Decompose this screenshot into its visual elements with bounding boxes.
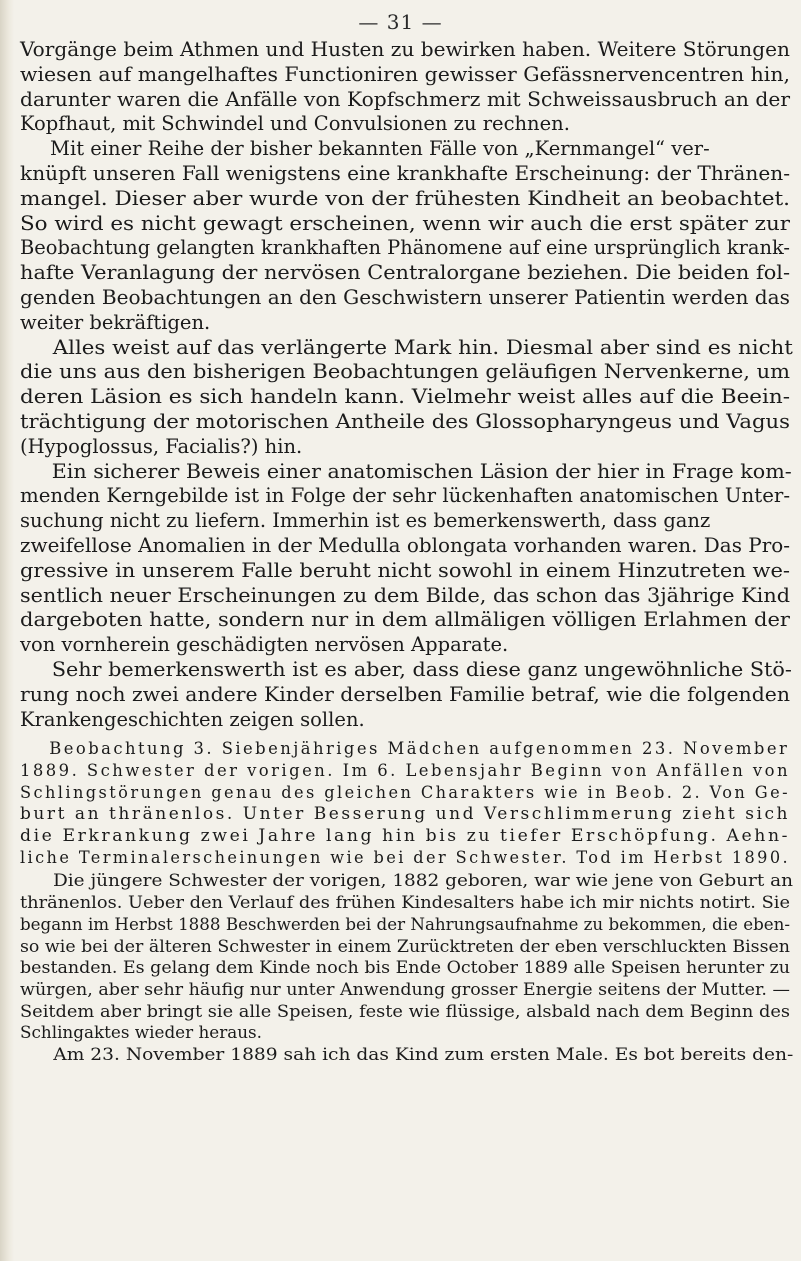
page-text	[20, 38, 794, 1066]
text-line: deren Läsion es sich handeln kann. Vielmehr weist alles auf die Beein-	[20, 385, 791, 409]
text-line: würgen, aber sehr häufig nur unter Anwendung grosser Energie seitens der Mutter. —	[20, 978, 790, 999]
text-line: burt an thränenlos. Unter Besserung und Verschlimmerung zieht sich	[20, 803, 791, 824]
text-line: Ein sicherer Beweis einer anatomischen Läsion der hier in Frage kom-	[51, 459, 792, 483]
text-line: thränenlos. Ueber den Verlauf des frühen Kindesalters habe ich mir nichts notirt. Sie	[20, 892, 791, 913]
text-line: genden Beobachtungen an den Geschwistern unserer Patientin werden das	[20, 285, 790, 309]
text-line: Beobachtung gelangten krankhaften Phänomene auf eine ursprünglich krank-	[20, 236, 791, 260]
text-line: sentlich neuer Erscheinungen zu dem Bilde, das schon das 3jährige Kind	[20, 583, 791, 607]
text-line: mangel. Dieser aber wurde von der frühesten Kindheit an beobachtet.	[20, 186, 791, 210]
text-line: Krankengeschichten zeigen sollen.	[20, 707, 365, 731]
text-line: bestanden. Es gelang dem Kinde noch bis Ende October 1889 alle Speisen herunter zu	[20, 957, 791, 978]
text-line: Alles weist auf das verlängerte Mark hin. Diesmal aber sind es nicht	[52, 335, 793, 359]
text-line: Schlingstörungen genau des gleichen Charakters wie in Beob. 2. Von Ge-	[20, 781, 790, 802]
case-history	[20, 870, 794, 1065]
text-line: Seitdem aber bringt sie alle Speisen, feste wie flüssige, alsbald nach dem Beginn des	[20, 1000, 790, 1021]
text-line: zweifellose Anomalien in der Medulla oblongata vorhanden waren. Das Pro-	[20, 533, 790, 557]
text-line: Schlingaktes wieder heraus.	[20, 1022, 262, 1043]
text-line: Beobachtung 3. Siebenjähriges Mädchen aufgenommen 23. November	[49, 738, 790, 759]
scan-gutter-shadow	[0, 0, 14, 1261]
text-line: Vorgänge beim Athmen und Husten zu bewirken haben. Weitere Störungen	[20, 38, 790, 61]
text-line: Kopfhaut, mit Schwindel und Convulsionen zu rechnen.	[20, 112, 570, 136]
text-line: gressive in unserem Falle beruht nicht sowohl in einem Hinzutreten we-	[20, 558, 791, 582]
page-number: — 31 —	[358, 10, 443, 34]
text-line: die Erkrankung zwei Jahre lang hin bis zu tiefer Erschöpfung. Aehn-	[20, 825, 791, 846]
text-line: knüpft unseren Fall wenigstens eine krankhafte Erscheinung: der Thränen-	[20, 161, 791, 185]
text-line: dargeboten hatte, sondern nur in dem allmäligen völligen Erlahmen der	[20, 608, 790, 632]
text-line: menden Kerngebilde ist in Folge der sehr lückenhaften anatomischen Unter-	[20, 484, 790, 508]
text-line: darunter waren die Anfälle von Kopfschmerz mit Schweissausbruch an der	[20, 87, 791, 111]
text-line: wiesen auf mangelhaftes Functioniren gewisser Gefässnervencentren hin,	[20, 62, 790, 86]
text-line: So wird es nicht gewagt erscheinen, wenn wir auch die erst später zur	[20, 211, 791, 235]
text-line: begann im Herbst 1888 Beschwerden bei der Nahrungsaufnahme zu bekommen, die eben-	[20, 913, 791, 934]
text-line: liche Terminalerscheinungen wie bei der Schwester. Tod im Herbst 1890.	[20, 846, 791, 867]
main-text	[20, 38, 793, 732]
text-line: rung noch zwei andere Kinder derselben Familie betraf, wie die folgenden	[20, 682, 790, 706]
text-line: suchung nicht zu liefern. Immerhin ist es bemerkenswerth, dass ganz	[20, 509, 711, 533]
text-line: (Hypoglossus, Facialis?) hin.	[20, 434, 303, 458]
text-line: 1889. Schwester der vorigen. Im 6. Lebensjahr Beginn von Anfällen von	[20, 760, 790, 780]
text-line: Sehr bemerkenswerth ist es aber, dass diese ganz ungewöhnliche Stö-	[51, 657, 792, 681]
text-line: weiter bekräftigen.	[20, 310, 211, 334]
text-line: trächtigung der motorischen Antheile des Glossopharyngeus und Vagus	[20, 409, 790, 433]
text-line: Am 23. November 1889 sah ich das Kind zum ersten Male. Es bot bereits den-	[53, 1043, 794, 1064]
text-line: von vornherein geschädigten nervösen Apparate.	[20, 633, 509, 657]
text-line: hafte Veranlagung der nervösen Centralorgane beziehen. Die beiden fol-	[20, 261, 791, 285]
text-line: Mit einer Reihe der bisher bekannten Fälle von „Kernmangel“ ver-	[50, 137, 710, 161]
text-line: so wie bei der älteren Schwester in einem Zurücktreten der eben verschluckten Bissen	[20, 935, 790, 956]
observation-summary	[20, 738, 790, 868]
text-line: die uns aus den bisherigen Beobachtungen geläufigen Nervenkerne, um	[20, 360, 791, 384]
text-line: Die jüngere Schwester der vorigen, 1882 geboren, war wie jene von Geburt an	[52, 870, 793, 891]
